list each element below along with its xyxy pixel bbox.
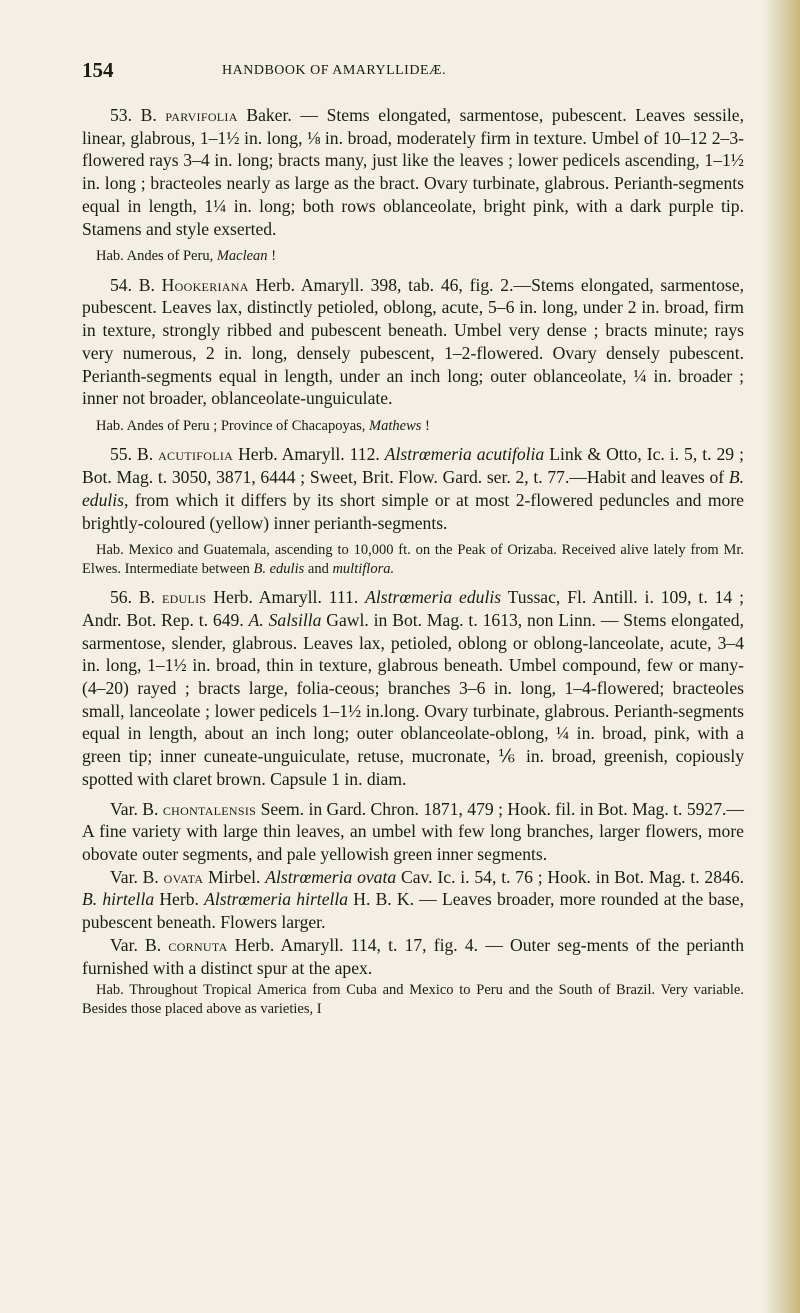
habitat-note-55: Hab. Mexico and Guatemala, ascending to 10,000 ft. on the Peak of Orizaba. Received alive lately from Mr. Elwes. Intermediate between B. edulis and multiflora. (82, 542, 744, 577)
variety-name: chontalensis (162, 798, 257, 819)
habitat-note-53: Hab. Andes of Peru, Maclean ! (96, 248, 277, 265)
habitat-note-56: Hab. Throughout Tropical America from Cuba and Mexico to Peru and the South of Brazil. Very variable. Besides those placed above as varieties, I (82, 982, 744, 1017)
running-title: HANDBOOK OF AMARYLLIDEÆ. (222, 63, 446, 78)
page-edge-shading (762, 0, 800, 1313)
variety-ovata: Var. B. ovata Mirbel. Alstrœmeria ovata Cav. Ic. i. 54, t. 76 ; Hook. in Bot. Mag. t. 2846. B. hirtella Herb. Alstrœmeria hirtella H. B. K. — Leaves broader, more rounded at the base, pubescent beneath. Flowers larger. (82, 866, 745, 933)
variety-chontalensis: Var. B. chontalensis Seem. in Gard. Chron. 1871, 479 ; Hook. fil. in Bot. Mag. t. 5927.—A fine variety with large thin leaves, an umbel with few long branches, larger flowers, more obovate outer segments, and pale yellowish green inner segments. (82, 798, 745, 864)
species-entry-55: 55. B. acutifolia Herb. Amaryll. 112. Alstrœmeria acutifolia Link & Otto, Ic. i. 5, t. 29 ; Bot. Mag. t. 3050, 3871, 6444 ; Sweet, Brit. Flow. Gard. ser. 2, t. 77.—Habit and leaves of B. edulis, from which it differs by its short simple or at most 2-flowered peduncles and more brightly-coloured (yellow) inner perianth-segments. (82, 444, 744, 533)
species-name: parvifolia (165, 105, 238, 125)
variety-cornuta: Var. B. cornuta Herb. Amaryll. 114, t. 17, fig. 4. — Outer seg-ments of the perianth furnished with a distinct spur at the apex. (82, 934, 745, 978)
variety-name: ovata (163, 866, 204, 887)
species-name: acutifolia (158, 444, 234, 465)
species-entry-56: 56. B. edulis Herb. Amaryll. 111. Alstrœmeria edulis Tussac, Fl. Antill. i. 109, t. 14 ; Andr. Bot. Rep. t. 649. A. Salsilla Gawl. in Bot. Mag. t. 1613, non Linn. — Stems elongated, sarmentose, slender, glabrous. Leaves lax, petioled, oblong or oblong-lanceolate, acute, 3–4 in. long, 1–1½ in. broad, thin in texture, glabrous beneath. Umbel compound, few or many- (4–20) rayed ; bracts large, folia-ceous; branches 3–6 in. long, 1–4-flowered; bracteoles small, lanceolate ; lower pedicels 1–1½ in.long. Ovary turbinate, glabrous. Perianth-segments equal in length, about an inch long; outer oblanceolate-oblong, ¼ in. broad, pink, with a green tip; inner cuneate-unguiculate, retuse, mucronate, ⅙ in. broad, greenish, copiously spotted with claret brown. Capsule 1 in. diam. (82, 587, 744, 789)
species-entry-53: 53. B. parvifolia Baker. — Stems elongated, sarmentose, pubescent. Leaves sessile, linear, glabrous, 1–1½ in. long, ⅛ in. broad, moderately firm in texture. Umbel of 10–12 2–3-flowered rays 3–4 in. long; bracts many, just like the leaves ; lower pedicels ascending, 1–1½ in. long ; bracteoles nearly as large as the bract. Ovary turbinate, glabrous. Perianth-segments equal in length, 1¼ in. long; both rows oblanceolate, bright pink, with a dark purple tip. Stamens and style exserted. (82, 105, 744, 239)
habitat-note-54: Hab. Andes of Peru ; Province of Chacapoyas, Mathews ! (96, 417, 430, 434)
variety-name: cornuta (168, 934, 228, 955)
page-header (82, 58, 742, 88)
page-body (82, 104, 744, 1026)
species-entry-54: 54. B. Hookeriana Herb. Amaryll. 398, tab. 46, fig. 2.—Stems elongated, sarmentose, pubescent. Leaves lax, distinctly petioled, oblong, acute, 5–6 in. long, under 2 in. broad, firm in texture, strongly ribbed and pubescent beneath. Umbel very dense ; bracts minute; rays very numerous, 2 in. long, densely pubescent, 1–2-flowered. Ovary densely pubescent. Perianth-segments equal in length, under an inch long; outer oblanceolate, ¼ in. broader ; inner not broader, oblanceolate-unguiculate. (82, 274, 744, 409)
species-name: edulis (161, 587, 207, 608)
page-number: 154 (82, 58, 114, 82)
species-name: Hookeriana (161, 274, 249, 295)
